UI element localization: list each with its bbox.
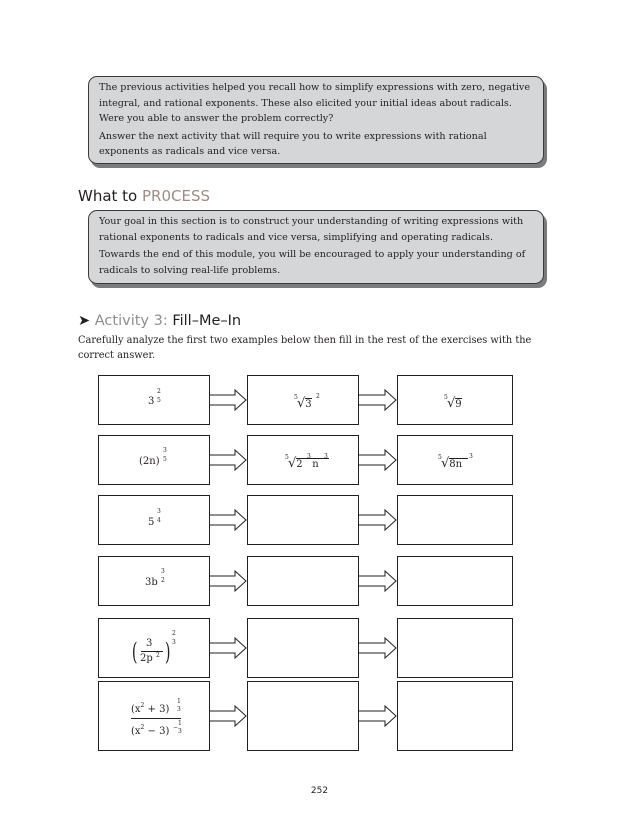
heading-what-to: What to (78, 187, 143, 205)
activity-label: Activity 3: (94, 313, 173, 329)
activity-instructions: Carefully analyze the first two examples below then fill in the rest of the exercises with the correct answer. (78, 335, 532, 361)
activity-name: Fill–Me–In (172, 313, 242, 329)
row1-radical: 5 √3 2 (294, 393, 320, 411)
arrow-icon (210, 705, 247, 727)
intro-paragraph-2: Answer the next activity that will require you to write expressions with rational exponents as radicals and vice versa. (99, 130, 487, 157)
activity-title (78, 313, 241, 329)
intro-paragraph-1: The previous activities helped you recall how to simplify expressions with zero, negative integral, and rational exponents. These also elicited your initial ideas about radicals. Were you able to answer the problem correctly? (99, 82, 531, 124)
answer-box-r5-c2[interactable] (247, 618, 359, 678)
row2-simplified: 5 √8n 3 (438, 453, 473, 471)
goal-paragraph-1: Your goal in this section is to construct your understanding of writing expressions with rational exponents to radicals and vice versa, simplifying and operating radicals. (99, 216, 524, 243)
answer-box-r4-c3[interactable] (397, 556, 513, 606)
row1-simplified: 5 √9 (444, 394, 462, 411)
arrow-icon (210, 389, 247, 411)
heading-process: PR0CESS (142, 187, 211, 205)
arrow-icon (359, 509, 397, 531)
arrow-icon (210, 509, 247, 531)
row4-given: 3b 3 2 (145, 568, 165, 588)
goal-paragraph-2: Towards the end of this module, you will be encouraged to apply your understanding of radicals to solving real-life problems. (99, 249, 526, 276)
row5-given: ( 3 2p 2 ) 2 3 (131, 630, 176, 666)
arrow-icon (359, 570, 397, 592)
arrow-icon (359, 449, 397, 471)
activity-arrow-icon: ➤ (78, 313, 91, 329)
section-heading (78, 187, 210, 205)
row3-given: 5 3 4 (148, 508, 161, 528)
row6-given: $(x^2 + 3)$ 1 3 $(x^2 - 3)$ − 1 3 (131, 698, 182, 737)
answer-box-r6-c2[interactable] (247, 681, 359, 751)
arrow-icon (210, 637, 247, 659)
intro-callout (88, 76, 544, 164)
arrow-icon (359, 705, 397, 727)
arrow-icon (359, 637, 397, 659)
arrow-icon (210, 449, 247, 471)
row2-radical: 5 √2 n 3 3 (285, 453, 328, 471)
page-number: 252 (310, 786, 329, 796)
arrow-icon (210, 570, 247, 592)
arrow-icon (359, 389, 397, 411)
row1-given: 3 2 5 (148, 388, 161, 407)
answer-box-r5-c3[interactable] (397, 618, 513, 678)
answer-box-r3-c2[interactable] (247, 495, 359, 545)
row2-given: (2n) 3 5 (139, 447, 167, 467)
goal-callout (88, 210, 544, 284)
answer-box-r3-c3[interactable] (397, 495, 513, 545)
answer-box-r4-c2[interactable] (247, 556, 359, 606)
answer-box-r6-c3[interactable] (397, 681, 513, 751)
